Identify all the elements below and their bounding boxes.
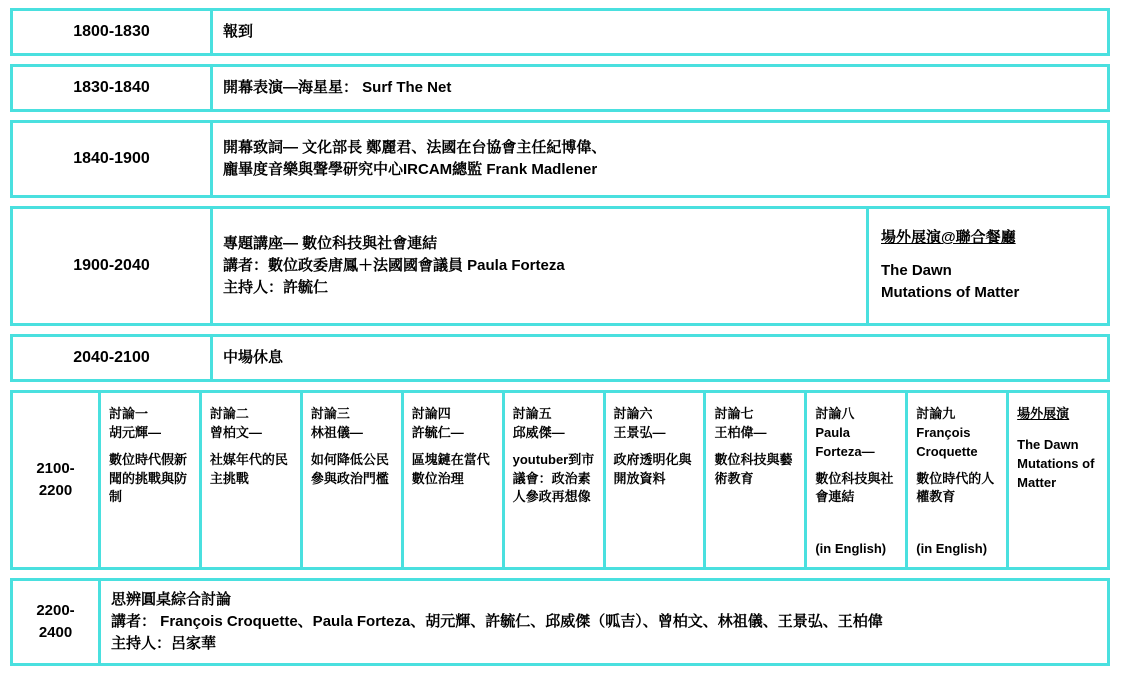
session-language	[513, 549, 595, 559]
session-head	[311, 405, 393, 443]
row-time	[13, 581, 101, 663]
session-speaker: 王柏偉—	[714, 424, 767, 440]
session-language	[412, 549, 494, 559]
session-number: 討論九	[916, 406, 956, 421]
offsite-title: 場外展演	[1017, 406, 1070, 421]
session-topic: 數位時代的人權教育	[916, 470, 995, 505]
roundtable-host: 主持人：呂家華	[111, 634, 217, 652]
session-topic: 數位科技與社會連結	[815, 470, 894, 505]
session-card	[101, 393, 202, 567]
row-content-line: 龐畢度音樂與聲學研究中心IRCAM總監 Frank Madlener	[223, 161, 598, 178]
sessions-time	[13, 393, 101, 567]
session-card	[303, 393, 404, 567]
session-head	[614, 405, 696, 443]
session-head	[412, 405, 494, 443]
table-row	[10, 578, 1110, 666]
row-time-line: 2400	[38, 624, 73, 641]
session-head	[210, 405, 292, 443]
roundtable-content	[101, 581, 1107, 663]
offsite-line: Mutations of Matter	[881, 284, 1020, 302]
sessions-time-line: 2100-	[36, 460, 75, 478]
offsite-line: The Dawn	[1017, 436, 1079, 452]
session-speaker: Paula Forteza—	[815, 424, 875, 459]
session-number: 討論七	[714, 406, 754, 421]
session-topic: youtuber到市議會：政治素人參政再想像	[512, 451, 595, 505]
session-card	[706, 393, 807, 567]
session-speaker: 曾柏文—	[209, 424, 262, 440]
row-time: 1900-2040	[13, 209, 213, 323]
session-number: 討論一	[109, 406, 149, 421]
keynote-line: 專題講座— 數位科技與社會連結	[223, 235, 438, 253]
session-number: 討論八	[815, 406, 855, 421]
session-number: 討論四	[411, 406, 451, 421]
session-language	[109, 549, 191, 559]
session-language	[714, 549, 796, 559]
session-card	[202, 393, 303, 567]
table-row	[10, 8, 1110, 56]
session-card	[404, 393, 505, 567]
session-topic: 區塊鏈在當代數位治理	[411, 451, 490, 486]
offsite-performance-cell	[869, 209, 1107, 323]
row-time: 1830-1840	[13, 67, 213, 109]
row-content: 報到	[223, 23, 254, 41]
session-number: 討論二	[209, 406, 249, 421]
session-number: 討論六	[613, 406, 653, 421]
table-row	[10, 206, 1110, 326]
session-head	[815, 405, 897, 462]
session-language: (in English)	[916, 541, 988, 557]
session-speaker: 胡元輝—	[109, 424, 162, 440]
table-row	[10, 64, 1110, 112]
roundtable-speakers: 講者： François Croquette、Paula Forteza、胡元輝、許毓仁、邱威傑（呱吉）、曾柏文、林祖儀、王景弘、王柏偉	[111, 613, 883, 631]
session-number: 討論三	[310, 406, 350, 421]
session-card	[807, 393, 908, 567]
row-content: 開幕表演—海星星： Surf The Net	[223, 79, 452, 97]
offsite-line: The Dawn	[881, 261, 952, 279]
session-speaker: 王景弘—	[613, 424, 666, 440]
session-speaker: François Croquette	[916, 424, 978, 459]
session-head	[513, 405, 595, 443]
session-topic: 政府透明化與開放資料	[613, 451, 692, 486]
sessions-row	[10, 390, 1110, 570]
session-card	[908, 393, 1009, 567]
session-head	[109, 405, 191, 443]
session-topic: 社媒年代的民主挑戰	[209, 451, 288, 486]
offsite-title: 場外展演@聯合餐廳	[881, 229, 1016, 247]
session-speaker: 邱威傑—	[512, 424, 565, 440]
session-card	[505, 393, 606, 567]
session-topic: 如何降低公民參與政治門檻	[310, 451, 389, 486]
row-time: 1800-1830	[13, 11, 213, 53]
sessions-time-line: 2200	[38, 482, 73, 499]
table-row	[10, 334, 1110, 382]
session-card	[606, 393, 707, 567]
offsite-performance-card	[1009, 393, 1107, 567]
session-language: (in English)	[815, 541, 887, 557]
offsite-line: Mutations of Matter	[1017, 455, 1095, 490]
spacer	[881, 250, 1095, 260]
session-topic: 數位時代假新聞的挑戰與防制	[109, 451, 188, 505]
table-row	[10, 120, 1110, 198]
row-time: 1840-1900	[13, 123, 213, 195]
keynote-content	[213, 209, 869, 323]
session-topic: 數位科技與藝術教育	[714, 451, 793, 486]
session-head	[916, 405, 998, 462]
row-time-line: 2200-	[36, 602, 75, 620]
session-language	[614, 549, 696, 559]
keynote-line: 講者：數位政委唐鳳＋法國國會議員 Paula Forteza	[223, 257, 565, 275]
session-number: 討論五	[512, 406, 552, 421]
session-speaker: 林祖儀—	[310, 424, 363, 440]
roundtable-title: 思辨圓桌綜合討論	[111, 591, 232, 609]
row-content	[213, 123, 1107, 195]
row-content-line: 開幕致詞— 文化部長 鄭麗君、法國在台協會主任紀博偉、	[223, 139, 607, 157]
session-speaker: 許毓仁—	[411, 424, 464, 440]
session-head	[714, 405, 796, 443]
row-content: 中場休息	[223, 349, 284, 367]
session-language	[210, 549, 292, 559]
keynote-line: 主持人：許毓仁	[223, 278, 329, 296]
session-language	[311, 549, 393, 559]
row-time: 2040-2100	[13, 337, 213, 379]
